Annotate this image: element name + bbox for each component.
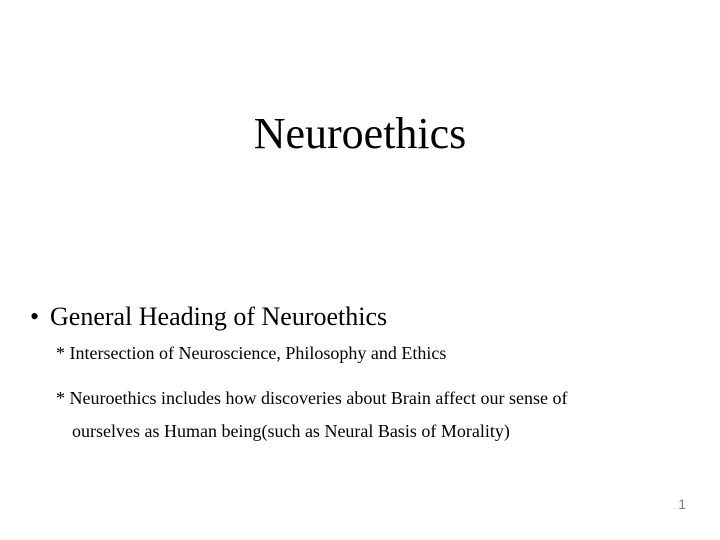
sub-item-discoveries: * Neuroethics includes how discoveries about Brain affect our sense of — [56, 388, 568, 408]
main-bullet — [30, 300, 387, 334]
main-bullet-text: General Heading of Neuroethics — [50, 302, 388, 331]
sub-item-intersection: * Intersection of Neuroscience, Philosophy and Ethics — [56, 343, 447, 363]
bullet-marker: • — [30, 302, 40, 331]
slide-title: Neuroethics — [253, 109, 467, 158]
sub-item-discoveries-continued: ourselves as Human being(such as Neural Basis of Morality) — [72, 421, 510, 441]
page-number: 1 — [678, 496, 686, 512]
